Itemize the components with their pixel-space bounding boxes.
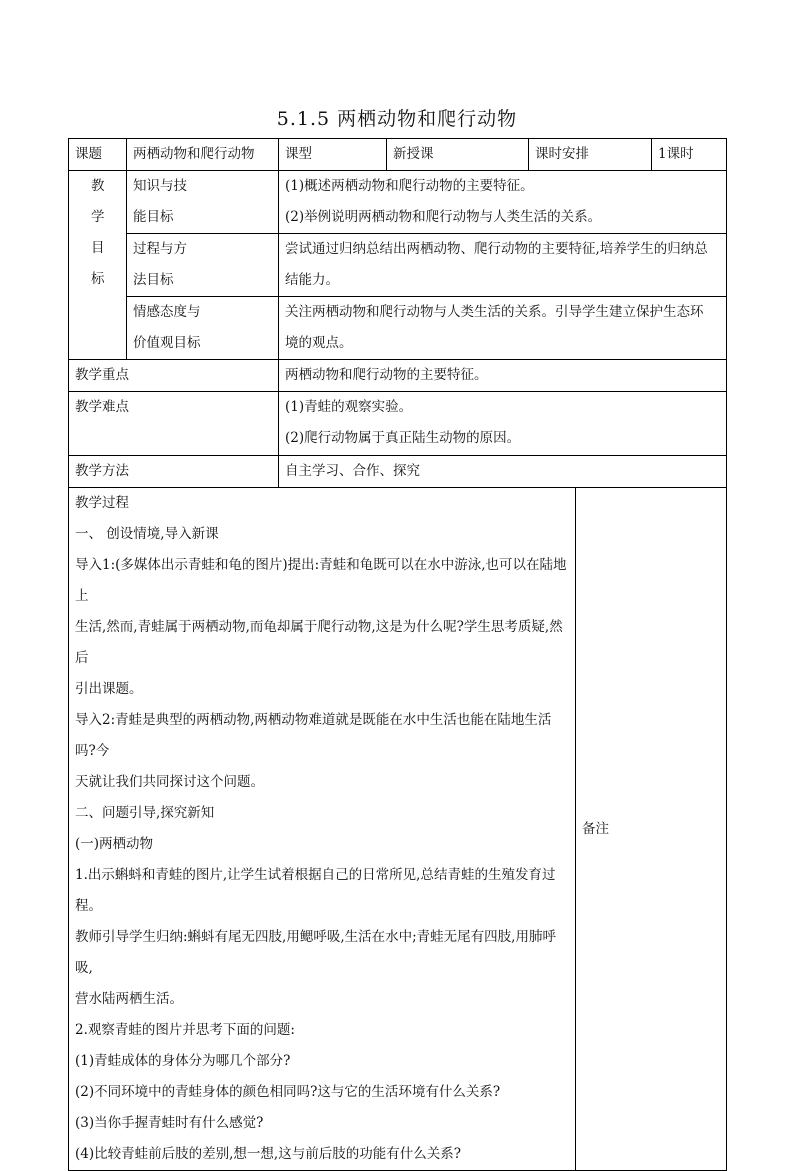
key-point-value: 两栖动物和爬行动物的主要特征。	[279, 360, 727, 392]
objectives-label	[69, 171, 127, 360]
process-line: 2.观察青蛙的图片并思考下面的问题:	[75, 1022, 295, 1038]
process-line: 一、 创设情境,导入新课	[75, 526, 219, 542]
difficulty-item: (1)青蛙的观察实验。	[285, 399, 413, 415]
objectives-label-text: 教学目标	[91, 178, 105, 287]
difficulty-content	[279, 392, 727, 456]
process-line: 导入2:青蛙是典型的两栖动物,两栖动物难道就是既能在水中生活也能在陆地生活吗?今	[75, 712, 552, 759]
notes-label: 备注	[582, 820, 609, 837]
process-line: 二、问题引导,探究新知	[75, 805, 215, 821]
type-value: 新授课	[387, 139, 529, 171]
process-line: (2)不同环境中的青蛙身体的颜色相同吗?这与它的生活环境有什么关系?	[75, 1084, 501, 1100]
process-section-row	[69, 488, 727, 1171]
objective-emotion-row	[69, 297, 727, 360]
process-line: 教师引导学生归纳:蝌蚪有尾无四肢,用鳃呼吸,生活在水中;青蛙无尾有四肢,用肺呼吸,	[75, 929, 556, 976]
process-skill-content: 尝试通过归纳总结出两栖动物、爬行动物的主要特征,培养学生的归纳总 结能力。	[279, 234, 727, 297]
type-label: 课型	[279, 139, 387, 171]
process-line: 1.出示蝌蚪和青蛙的图片,让学生试着根据自己的日常所见,总结青蛙的生殖发育过程。	[75, 867, 556, 914]
emotion-label: 情感态度与 价值观目标	[127, 297, 279, 360]
process-line: (1)青蛙成体的身体分为哪几个部分?	[75, 1053, 291, 1069]
lesson-plan-table	[68, 138, 727, 1171]
process-line: 天就让我们共同探讨这个问题。	[75, 774, 264, 790]
process-line: (一)两栖动物	[75, 836, 154, 852]
key-point-row	[69, 360, 727, 392]
process-heading: 教学过程	[75, 495, 129, 511]
method-value: 自主学习、合作、探究	[279, 456, 727, 488]
process-line: 引出课题。	[75, 681, 143, 697]
process-line: 导入1:(多媒体出示青蛙和龟的图片)提出:青蛙和龟既可以在水中游泳,也可以在陆地上	[75, 557, 567, 604]
process-section-content	[69, 488, 576, 1171]
schedule-value: 1课时	[652, 139, 727, 171]
difficulty-row	[69, 392, 727, 456]
key-point-label: 教学重点	[69, 360, 279, 392]
knowledge-item: (1)概述两栖动物和爬行动物的主要特征。	[285, 178, 534, 194]
difficulty-label: 教学难点	[69, 392, 279, 456]
emotion-content: 关注两栖动物和爬行动物与人类生活的关系。引导学生建立保护生态环 境的观点。	[279, 297, 727, 360]
method-row	[69, 456, 727, 488]
objective-knowledge-row	[69, 171, 727, 234]
topic-label: 课题	[69, 139, 127, 171]
objective-process-row	[69, 234, 727, 297]
process-line: 营水陆两栖生活。	[75, 991, 183, 1007]
method-label: 教学方法	[69, 456, 279, 488]
knowledge-content	[279, 171, 727, 234]
difficulty-item: (2)爬行动物属于真正陆生动物的原因。	[285, 430, 521, 446]
process-skill-label: 过程与方 法目标	[127, 234, 279, 297]
process-line: (4)比较青蛙前后肢的差别,想一想,这与前后肢的功能有什么关系?	[75, 1146, 461, 1162]
page-title: 5.1.5 两栖动物和爬行动物	[276, 108, 518, 130]
knowledge-label: 知识与技 能目标	[127, 171, 279, 234]
notes-column	[576, 488, 727, 1171]
process-line: (3)当你手握青蛙时有什么感觉?	[75, 1115, 264, 1131]
topic-value: 两栖动物和爬行动物	[127, 139, 279, 171]
schedule-label: 课时安排	[529, 139, 652, 171]
knowledge-item: (2)举例说明两栖动物和爬行动物与人类生活的关系。	[285, 209, 602, 225]
header-row	[69, 139, 727, 171]
process-line: 生活,然而,青蛙属于两栖动物,而龟却属于爬行动物,这是为什么呢?学生思考质疑,然后	[75, 619, 563, 666]
